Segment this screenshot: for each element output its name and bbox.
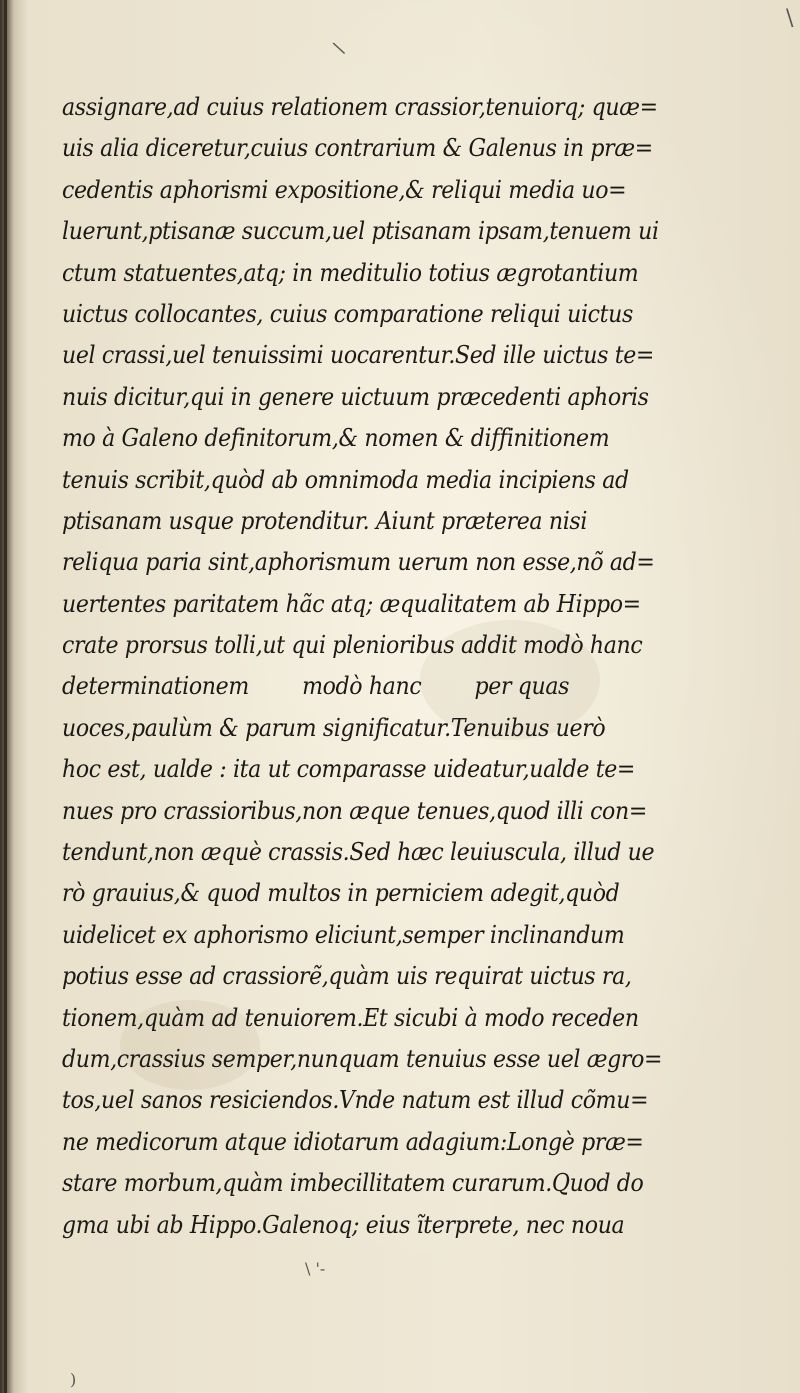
text-line: tos,uel sanos resiciendos.Vnde natum est illud cõmu= [62, 1085, 649, 1115]
text-line: uictus collocantes, cuius comparatione reliqui uictus [62, 298, 633, 328]
binding-gutter [4, 0, 7, 1393]
text-line: dum,crassius semper,nunquam tenuius esse uel ægro= [62, 1043, 663, 1073]
text-line: uel crassi,uel tenuissimi uocarentur.Sed ille uictus te= [62, 340, 655, 370]
text-line: nuis dicitur,qui in genere uictuum præcedenti aphoris [62, 381, 649, 411]
text-line: determinationem modò hanc per quas [62, 671, 570, 701]
text-line: ptisanam usque protenditur. Aiunt præterea nisi [62, 505, 588, 535]
text-line: mo à Galeno definitorum,& nomen & diffinitionem [62, 423, 610, 453]
margin-mark: \ '- [305, 1259, 326, 1278]
text-line: stare morbum,quàm imbecillitatem curarum.Quod do [62, 1168, 644, 1198]
text-line: uidelicet ex aphorismo eliciunt,semper inclinandum [62, 919, 625, 949]
text-line: ne medicorum atque idiotarum adagium:Longè præ= [62, 1126, 644, 1156]
text-line: uertentes paritatem hãc atq; æqualitatem ab Hippo= [62, 588, 641, 618]
text-line: nues pro crassioribus,non æque tenues,quod illi con= [62, 795, 647, 825]
text-line: tendunt,non æquè crassis.Sed hæc leuiuscula, illud ue [62, 837, 655, 867]
text-line: cedentis aphorismi expositione,& reliqui media uo= [62, 174, 627, 204]
text-line: tenuis scribit,quòd ab omnimoda media incipiens ad [62, 464, 629, 494]
margin-mark: \ [331, 37, 347, 60]
text-line: crate prorsus tolli,ut qui plenioribus addit modò hanc [62, 630, 643, 660]
text-line: ctum statuentes,atq; in meditulio totius ægrotantium [62, 257, 639, 287]
margin-mark: ) [70, 1370, 77, 1389]
text-line: gma ubi ab Hippo.Galenoq; eius ĩterprete, nec noua [62, 1209, 625, 1239]
text-line: potius esse ad crassiorẽ,quàm uis requirat uictus ra, [62, 961, 632, 991]
margin-mark: \ [786, 6, 794, 31]
text-line: tionem,quàm ad tenuiorem.Et sicubi à modo receden [62, 1002, 639, 1032]
text-line: hoc est, ualde : ita ut comparasse uideatur,ualde te= [62, 754, 636, 784]
text-line: reliqua paria sint,aphorismum uerum non esse,nõ ad= [62, 547, 655, 577]
text-line: assignare,ad cuius relationem crassior,tenuiorq; quæ= [62, 92, 658, 121]
text-line: uoces,paulùm & parum significatur.Tenuibus uerò [62, 712, 606, 742]
latin-text-block [62, 86, 663, 1245]
text-line: rò grauius,& quod multos in perniciem adegit,quòd [62, 878, 620, 908]
text-line: uis alia diceretur,cuius contrarium & Galenus in præ= [62, 133, 653, 163]
text-line: luerunt,ptisanæ succum,uel ptisanam ipsam,tenuem ui [62, 216, 659, 246]
